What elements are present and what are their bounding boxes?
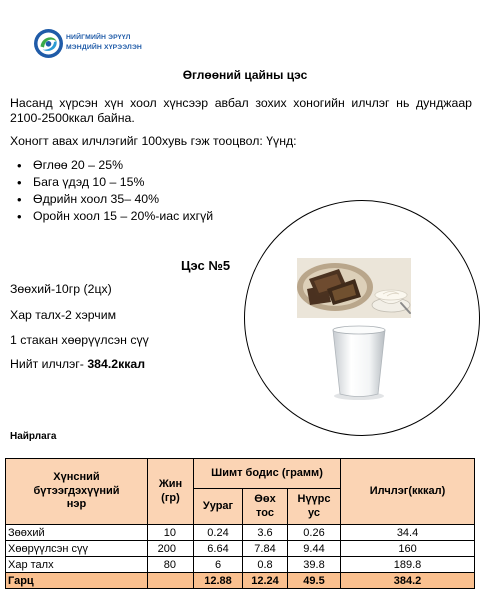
intro-paragraph: Насанд хүрсэн хүн хоол хүнсээр авбал зохих хоногийн илчлэг нь дунджаар 2100-2500ккал байна. (10, 96, 472, 125)
cell-name: Хар талх (6, 557, 148, 573)
ingredients-table (5, 458, 475, 589)
table-row (6, 557, 475, 573)
header-carbs-text: Нүүрс ус (297, 493, 331, 519)
menu-total-value: 384.2ккал (87, 357, 146, 371)
distribution-intro: Хоногт авах илчлэгийг 100хувь гэж тооцвол: Үүнд: (10, 134, 297, 148)
menu-item: Зөөхий-10гр (2цх) (10, 282, 112, 296)
ingredients-heading: Найрлага (10, 431, 57, 442)
cell-protein: 6 (194, 557, 243, 573)
cell-weight: 200 (148, 541, 194, 557)
meal-distribution-list (10, 157, 213, 225)
logo-center (46, 41, 52, 47)
logo-line-2: МЭНДИЙН ХҮРЭЭЛЭН (66, 43, 142, 51)
header-weight (148, 459, 194, 525)
header-weight-text: Жин (гр) (158, 478, 183, 504)
cell-total-weight (148, 573, 194, 589)
cell-fat: 7.84 (243, 541, 288, 557)
cell-weight: 10 (148, 525, 194, 541)
meal-text: Бага үдэд 10 – 15% (33, 175, 145, 189)
table-total-row (6, 573, 475, 589)
table-row (6, 525, 475, 541)
cell-total-energy: 384.2 (341, 573, 475, 589)
cell-carbs: 0.26 (288, 525, 341, 541)
bullet-icon: • (17, 209, 22, 224)
list-item (10, 191, 213, 208)
page-title: Өглөөний цайны цэс (182, 68, 308, 82)
list-item (10, 157, 213, 174)
bread-cream-photo (297, 258, 411, 318)
header-product-name (6, 459, 148, 525)
header-protein: Уураг (194, 489, 243, 525)
logo-text (66, 33, 142, 52)
cell-carbs: 39.8 (288, 557, 341, 573)
menu-total (10, 357, 145, 372)
table-row (6, 541, 475, 557)
cell-energy: 189.8 (341, 557, 475, 573)
table-header-row (6, 459, 475, 489)
institute-logo-icon (33, 28, 64, 59)
list-item (10, 174, 213, 191)
cell-protein: 0.24 (194, 525, 243, 541)
list-item (10, 208, 213, 225)
bullet-icon: • (17, 192, 22, 207)
meal-text: Өдрийн хоол 35– 40% (33, 192, 160, 206)
bullet-icon: • (17, 158, 22, 173)
header-fat (243, 489, 288, 525)
header-nutrients: Шимт бодис (грамм) (194, 459, 341, 489)
cell-protein: 6.64 (194, 541, 243, 557)
cell-name: Хөөрүүлсэн сүү (6, 541, 148, 557)
cell-weight: 80 (148, 557, 194, 573)
logo-line-1: НИЙГМИЙН ЭРҮҮЛ (66, 34, 131, 41)
cell-total-name: Гарц (6, 573, 148, 589)
cell-name: Зөөхий (6, 525, 148, 541)
glass-rim (333, 326, 385, 334)
menu-item: Хар талх-2 хэрчим (10, 308, 117, 322)
header-energy: Илчлэг(кккал) (341, 459, 475, 525)
cell-fat: 0.8 (243, 557, 288, 573)
cell-carbs: 9.44 (288, 541, 341, 557)
menu-item: 1 стакан хөөрүүлсэн сүү (10, 333, 149, 347)
cell-fat: 3.6 (243, 525, 288, 541)
cell-total-protein: 12.88 (194, 573, 243, 589)
cell-energy: 34.4 (341, 525, 475, 541)
bread-cream-milk-illustration (243, 199, 481, 437)
cell-total-fat: 12.24 (243, 573, 288, 589)
meal-text: Оройн хоол 15 – 20%-иас ихгүй (33, 209, 214, 223)
meal-text: Өглөө 20 – 25% (33, 158, 124, 172)
cell-energy: 160 (341, 541, 475, 557)
menu-title: Цэс №5 (181, 258, 231, 273)
header-fat-text: Өөх тос (254, 493, 276, 519)
bullet-icon: • (17, 175, 22, 190)
milk-glass (333, 330, 385, 397)
menu-total-label: Нийт илчлэг- (10, 357, 84, 371)
header-product-name-text: Хүнсний бүтээгдэхүүний нэр (33, 471, 120, 511)
cell-total-carbs: 49.5 (288, 573, 341, 589)
header-carbs (288, 489, 341, 525)
